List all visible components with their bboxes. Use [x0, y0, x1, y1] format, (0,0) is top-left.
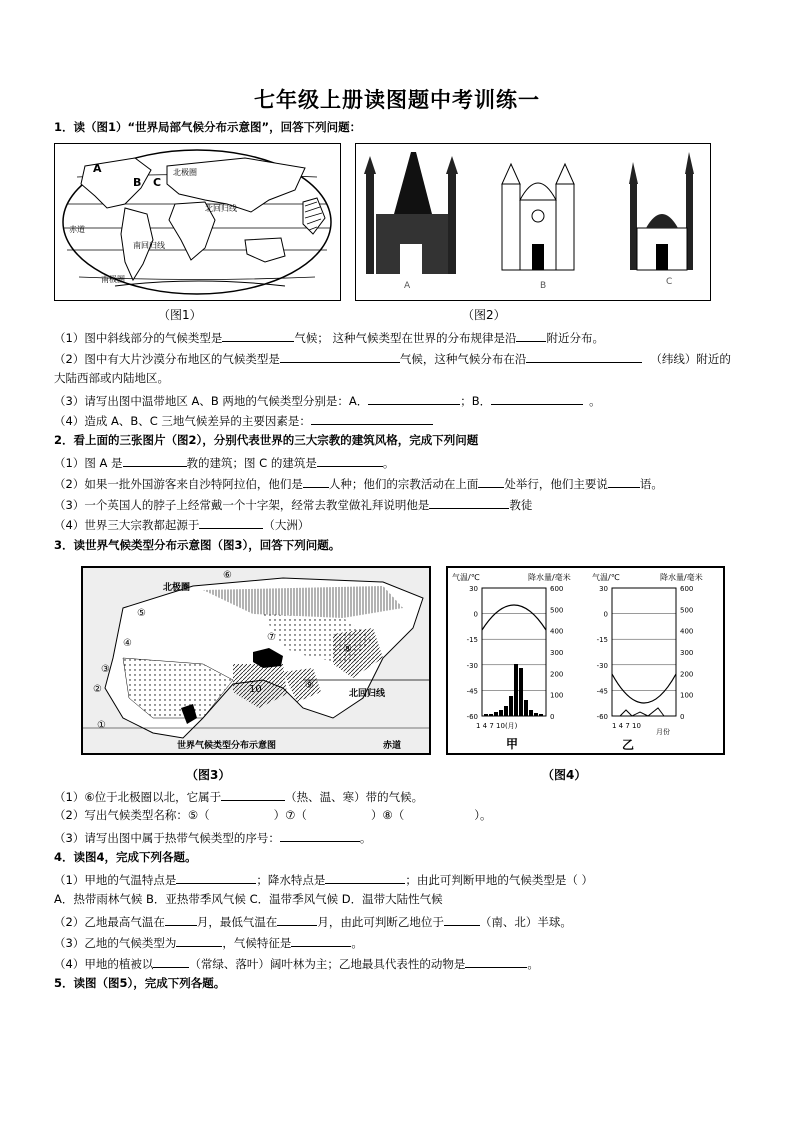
svg-text:南回归线: 南回归线 — [133, 241, 165, 250]
figure-4-caption: （图4） — [542, 768, 587, 782]
q1-item-1-text-c: 附近分布。 — [546, 331, 604, 345]
q1-item-3-text-b: ；B． — [460, 394, 492, 408]
q4-item-2-text-a: （2）乙地最高气温在 — [54, 915, 165, 929]
svg-text:A: A — [93, 162, 102, 175]
q1-item-4 — [54, 412, 433, 429]
q4-item-3-text-a: （3）乙地的气候类型为 — [54, 936, 177, 950]
building-a-illustration — [364, 152, 458, 274]
svg-text:①: ① — [97, 720, 106, 731]
figure-2-religious-buildings — [355, 143, 711, 301]
figure-4-climographs — [446, 566, 725, 755]
jia-precip-bar — [539, 714, 543, 716]
answer-blank[interactable] — [444, 913, 480, 926]
q2-item-2-text-d: 语。 — [639, 477, 663, 491]
yi-frame — [612, 588, 676, 716]
q1-heading: 1．读（图1）“世界局部气候分布示意图”，回答下列问题： — [54, 120, 362, 134]
figure-3-climate-map — [81, 566, 431, 755]
jia-temp-tick: 0 — [473, 610, 478, 619]
answer-blank[interactable] — [280, 829, 360, 842]
q4-item-4-text-c: 。 — [527, 957, 539, 971]
q4-item-2-text-d: （南、北）半球。 — [479, 915, 572, 929]
answer-blank[interactable] — [176, 871, 256, 884]
q3-heading: 3．读世界气候类型分布示意图（图3），回答下列问题。 — [54, 538, 341, 552]
jia-precip-bar — [499, 710, 503, 716]
q2-item-1-text-b: 教的建筑；图 C 的建筑是 — [186, 456, 317, 470]
q1-item-2-text-c: （纬线）附近的 — [650, 352, 731, 366]
climograph-svg — [448, 568, 723, 753]
yi-temp-tick: -30 — [596, 661, 608, 670]
q4-item-3-text-c: 。 — [351, 936, 363, 950]
q4-item-2-text-b: 月，最低气温在 — [196, 915, 278, 929]
jia-temp-tick: -60 — [466, 713, 478, 721]
jia-precip-tick: 300 — [550, 649, 564, 657]
q2-heading: 2．看上面的三张图片（图2），分别代表世界的三大宗教的建筑风格，完成下列问题 — [54, 433, 479, 447]
q1-item-2-text-a: （2）图中有大片沙漠分布地区的气候类型是 — [54, 352, 280, 366]
q2-item-4-text-a: （4）世界三大宗教都起源于 — [54, 518, 200, 532]
yi-precip-tick: 500 — [680, 606, 694, 615]
svg-text:⑥: ⑥ — [223, 570, 232, 581]
yi-precip-tick: 100 — [680, 691, 694, 700]
q4-item-2-text-c: 月，由此可判断乙地位于 — [317, 915, 444, 929]
q4-options: A．热带雨林气候 B．亚热带季风气候 C．温带季风气候 D．温带大陆性气候 — [54, 892, 443, 906]
jia-precip-bar — [504, 706, 508, 716]
building-b-illustration — [502, 164, 574, 270]
q2-item-2-text-a: （2）如果一批外国游客来自沙特阿拉伯，他们是 — [54, 477, 303, 491]
jia-temp-tick: 30 — [469, 585, 478, 593]
yi-precip-line — [620, 708, 664, 716]
yi-temp-tick: 30 — [599, 585, 608, 593]
yi-precip-tick: 300 — [680, 649, 694, 657]
q4-heading: 4．读图4，完成下列各题。 — [54, 850, 197, 864]
q4-item-3-text-b: ，气候特征是 — [222, 936, 292, 950]
jia-temp-tick: -45 — [466, 687, 478, 696]
jia-month-labels: 1 4 7 10(月) — [476, 722, 518, 730]
svg-text:10: 10 — [249, 684, 262, 695]
yi-temp-tick: 0 — [603, 610, 608, 619]
building-c-illustration — [629, 152, 694, 270]
answer-blank[interactable] — [526, 350, 642, 363]
answer-blank[interactable] — [222, 329, 294, 342]
yi-precip-tick: 600 — [680, 585, 694, 593]
q1-item-2 — [54, 350, 731, 367]
jia-precip-bar — [529, 710, 533, 716]
jia-precip-bar — [509, 696, 513, 716]
jia-precip-tick: 0 — [550, 713, 555, 721]
yi-temp-tick: -15 — [596, 636, 608, 645]
q4-item-4-text-b: （常绿、落叶）阔叶林为主；乙地最具代表性的动物是 — [189, 957, 466, 971]
q3-item-2-text-d: ）。 — [474, 808, 492, 822]
answer-blank[interactable] — [368, 392, 460, 405]
answer-blank[interactable] — [325, 871, 405, 884]
jia-precip-tick: 500 — [550, 606, 564, 615]
q2-item-2-text-c: 处举行，他们主要说 — [504, 477, 608, 491]
svg-text:⑦: ⑦ — [267, 632, 276, 643]
yi-month-unit: 月份 — [656, 728, 670, 736]
jia-temp-tick: -15 — [466, 636, 478, 645]
svg-text:⑧: ⑧ — [343, 644, 352, 655]
q1-item-3-text-a: （3）请写出图中温带地区 A、B 两地的气候类型分别是：A． — [54, 394, 369, 408]
svg-text:北极圈: 北极圈 — [173, 168, 197, 177]
svg-text:C: C — [153, 176, 162, 189]
answer-blank[interactable] — [123, 454, 187, 467]
answer-blank[interactable] — [311, 412, 433, 425]
q4-item-2 — [54, 913, 572, 930]
q2-item-4 — [54, 516, 309, 533]
jia-precip-bar — [519, 668, 523, 716]
jia-precip-tick: 400 — [550, 627, 564, 636]
svg-text:北极圈: 北极圈 — [163, 583, 191, 593]
q1-item-1-text-b: 气候； 这种气候类型在世界的分布规律是沿 — [294, 331, 517, 345]
q3-item-2-text-c: ）⑧（ — [370, 808, 405, 822]
answer-blank[interactable] — [608, 475, 640, 488]
svg-text:③: ③ — [101, 664, 110, 675]
jia-precip-tick: 200 — [550, 670, 564, 679]
jia-precip-bar — [524, 700, 528, 716]
q3-item-2-text-b: ）⑦（ — [273, 808, 307, 822]
q3-item-1 — [54, 788, 423, 805]
q1-item-1 — [54, 329, 604, 346]
q2-item-1 — [54, 454, 394, 471]
svg-text:⑤: ⑤ — [137, 608, 146, 619]
page-title: 七年级上册读图题中考训练一 — [254, 87, 540, 112]
svg-text:赤道: 赤道 — [69, 225, 85, 234]
q3-item-3-text-b: 。 — [359, 831, 372, 845]
jia-temperature-curve — [482, 605, 546, 630]
yi-month-labels: 1 4 7 10 — [612, 722, 641, 730]
jia-precip-bar — [489, 714, 493, 716]
jia-precip-bar — [514, 664, 518, 716]
yi-chart — [597, 585, 694, 721]
svg-text:⑨: ⑨ — [305, 680, 314, 691]
jia-precip-tick: 600 — [550, 585, 564, 593]
answer-blank[interactable] — [153, 955, 189, 968]
answer-blank[interactable] — [478, 475, 504, 488]
figure-3-caption: （图3） — [186, 768, 231, 782]
q4-item-1-text-c: ；由此可判断甲地的气候类型是（ ） — [405, 873, 593, 887]
figure-1-world-map — [54, 143, 341, 301]
answer-blank[interactable] — [277, 913, 317, 926]
svg-text:B: B — [133, 176, 142, 189]
yi-precip-tick: 400 — [680, 627, 694, 636]
q3-item-3 — [54, 829, 371, 846]
yi-temperature-curve — [612, 674, 676, 703]
q4-item-4 — [54, 955, 539, 972]
svg-text:B: B — [540, 281, 547, 291]
svg-text:南极圈: 南极圈 — [101, 275, 125, 284]
q3-item-1-text-b: （热、温、寒）带的气候。 — [285, 790, 424, 804]
q3-item-1-text-a: （1）⑥位于北极圈以北，它属于 — [54, 790, 222, 804]
answer-blank[interactable] — [221, 788, 285, 801]
q2-item-3-text-a: （3）一个英国人的脖子上经常戴一个十字架，经常去教堂做礼拜说明他是 — [54, 498, 430, 512]
q2-item-3-text-b: 教徒 — [509, 498, 533, 512]
q3-item-3-text-a: （3）请写出图中属于热带气候类型的序号： — [54, 831, 280, 845]
figure-1-caption: （图1） — [158, 308, 202, 322]
answer-blank[interactable] — [465, 955, 527, 968]
jia-precip-tick: 100 — [550, 691, 564, 700]
yi-temp-tick: -45 — [596, 687, 608, 696]
jia-precip-bar — [494, 712, 498, 716]
q1-item-4-text-a: （4）造成 A、B、C 三地气候差异的主要因素是： — [54, 414, 311, 428]
q4-item-3 — [54, 934, 363, 951]
q2-item-3 — [54, 496, 532, 513]
q1-item-3-text-c: 。 — [589, 394, 601, 408]
answer-blank[interactable] — [303, 475, 329, 488]
answer-blank[interactable] — [165, 913, 197, 926]
jia-label: 甲 — [506, 737, 519, 751]
q1-item-1-text-a: （1）图中斜线部分的气候类型是 — [54, 331, 223, 345]
q2-item-2 — [54, 475, 663, 492]
svg-text:④: ④ — [123, 638, 132, 649]
yi-precip-tick: 0 — [680, 713, 685, 721]
svg-text:C: C — [666, 277, 673, 287]
figure-2-caption: （图2） — [462, 308, 506, 322]
svg-text:A: A — [404, 281, 411, 291]
answer-blank[interactable] — [176, 934, 222, 947]
jia-precip-bar — [484, 714, 488, 716]
svg-text:北回归线: 北回归线 — [349, 689, 386, 699]
jia-chart — [467, 585, 564, 721]
q3-item-2 — [54, 808, 492, 823]
svg-text:赤道: 赤道 — [383, 741, 402, 751]
q4-item-1-text-a: （1）甲地的气温特点是 — [54, 873, 177, 887]
answer-blank[interactable] — [516, 329, 546, 342]
svg-text:世界气候类型分布示意图: 世界气候类型分布示意图 — [177, 741, 277, 751]
yi-precip-axis-label: 降水量/毫米 — [660, 573, 703, 582]
q3-item-2-text-a: （2）写出气候类型名称：⑤（ — [54, 808, 210, 822]
q2-item-1-text-c: 。 — [382, 456, 395, 470]
jia-temp-axis-label: 气温/℃ — [452, 573, 480, 582]
q2-item-1-text-a: （1）图 A 是 — [54, 456, 123, 470]
svg-text:北回归线: 北回归线 — [205, 204, 237, 213]
jia-precip-bar — [534, 713, 538, 716]
answer-blank[interactable] — [317, 454, 383, 467]
q2-item-2-text-b: 人种；他们的宗教活动在上面 — [328, 477, 479, 491]
q5-heading: 5．读图（图5），完成下列各题。 — [54, 976, 226, 990]
q2-item-4-text-b: （大洲） — [263, 518, 310, 532]
answer-blank[interactable] — [429, 496, 509, 509]
jia-precip-axis-label: 降水量/毫米 — [528, 573, 571, 582]
answer-blank[interactable] — [491, 392, 583, 405]
q1-item-3 — [54, 392, 601, 409]
answer-blank[interactable] — [291, 934, 351, 947]
answer-blank[interactable] — [199, 516, 263, 529]
q4-item-1 — [54, 871, 593, 888]
q4-item-4-text-a: （4）甲地的植被以 — [54, 957, 154, 971]
answer-blank[interactable] — [280, 350, 400, 363]
yi-temp-tick: -60 — [596, 713, 608, 721]
svg-text:②: ② — [93, 684, 102, 695]
q4-item-1-text-b: ；降水特点是 — [256, 873, 326, 887]
yi-temp-axis-label: 气温/℃ — [592, 573, 620, 582]
yi-label: 乙 — [622, 738, 635, 752]
q1-item-2-text-b: 气候，这种气候分布在沿 — [399, 352, 527, 366]
yi-precip-tick: 200 — [680, 670, 694, 679]
jia-temp-tick: -30 — [466, 661, 478, 670]
q1-item-2-cont: 大陆西部或内陆地区。 — [54, 371, 169, 385]
